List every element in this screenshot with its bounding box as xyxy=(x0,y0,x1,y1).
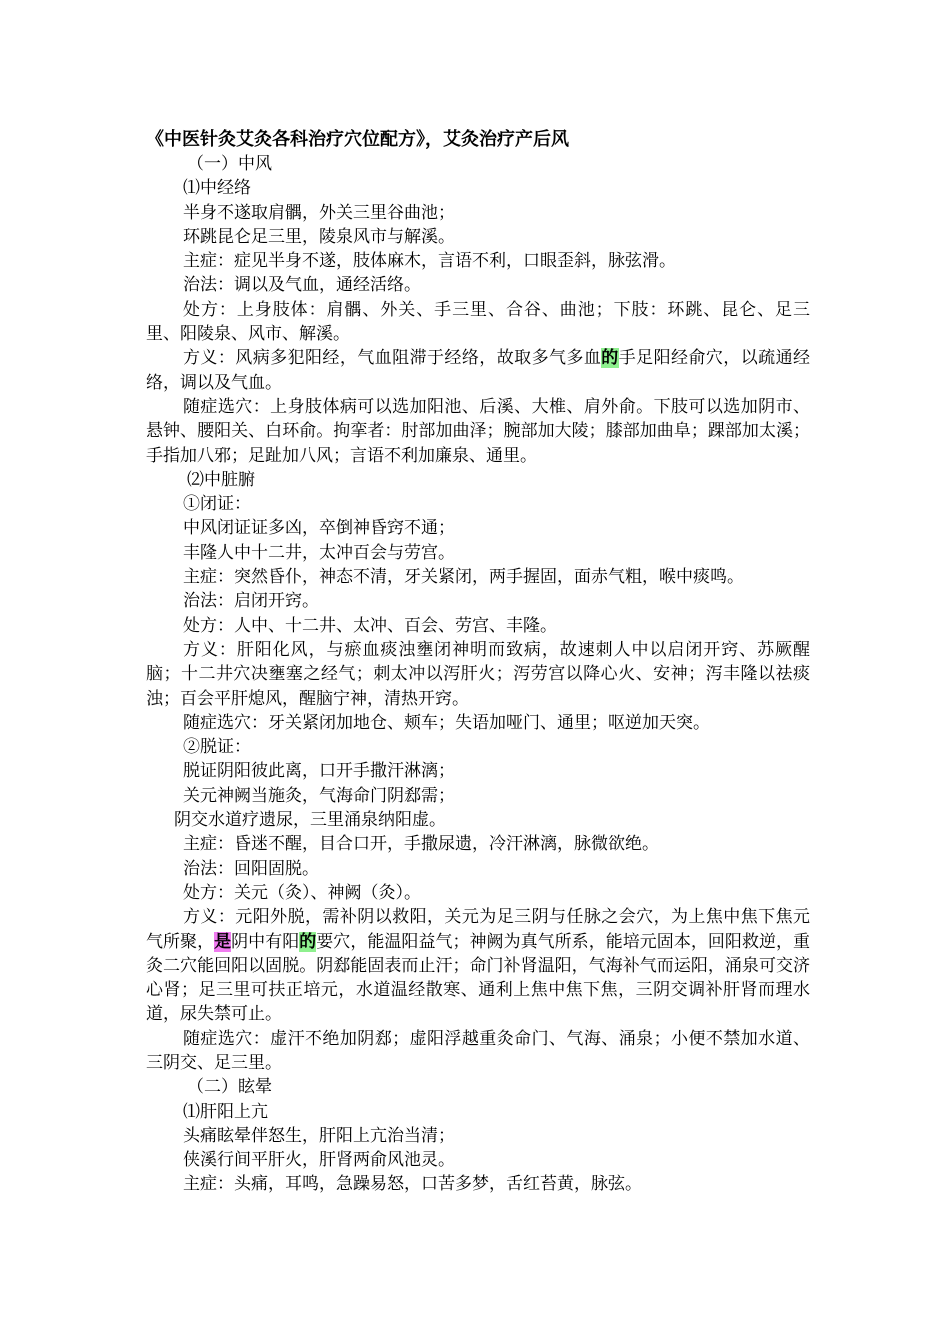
highlighted-text: 是 xyxy=(214,931,232,952)
paragraph: 治法：调以及气血，通经活络。 xyxy=(183,275,421,296)
paragraph: 主症：头痛，耳鸣，急躁易怒，口苦多梦，舌红苔黄，脉弦。 xyxy=(183,1174,642,1195)
paragraph: 侠溪行间平肝火，肝肾两俞风池灵。 xyxy=(183,1150,455,1171)
paragraph-text: 方义：风病多犯阳经，气血阻滞于经络，故取多气多血 xyxy=(183,348,602,369)
paragraph: 脱证阴阳彼此离，口开手撒汗淋漓； xyxy=(183,761,455,782)
paragraph: 丰隆人中十二井，太冲百会与劳宫。 xyxy=(183,542,455,563)
paragraph: 随症选穴：牙关紧闭加地仓、颊车；失语加哑门、通里；呕逆加天突。 xyxy=(183,712,710,733)
highlighted-text: 的 xyxy=(299,931,317,952)
paragraph xyxy=(146,905,810,1026)
paragraph: 处方：人中、十二井、太冲、百会、劳宫、丰隆。 xyxy=(183,615,557,636)
paragraph: 主症：症见半身不遂，肢体麻木，言语不利，口眼歪斜，脉弦滑。 xyxy=(183,251,676,272)
paragraph: ②脱证： xyxy=(183,737,251,758)
paragraph: 中风闭证证多凶，卒倒神昏窍不通； xyxy=(183,518,455,539)
paragraph: 随症选穴：虚汗不绝加阴郄；虚阳浮越重灸命门、气海、涌泉；小便不禁加水道、三阴交、足三里。 xyxy=(146,1028,810,1073)
paragraph: 处方：关元（灸）、神阙（灸）。 xyxy=(183,882,421,903)
paragraph: 方义：肝阳化风，与瘀血痰浊壅闭神明而致病，故速刺人中以启闭开窍、苏厥醒脑；十二井穴决壅塞之经气；刺太冲以泻肝火；泻劳宫以降心火、安神；泻丰隆以祛痰浊；百会平肝熄风，醒脑宁神，清热开窍。 xyxy=(146,639,810,709)
section-heading: （二）眩晕 xyxy=(187,1077,272,1098)
paragraph xyxy=(146,346,810,395)
paragraph: 随症选穴：上身肢体病可以选加阳池、后溪、大椎、肩外俞。下肢可以选加阴市、悬钟、腰阳关、白环俞。拘挛者：肘部加曲泽；腕部加大陵；膝部加曲阜；踝部加太溪；手指加八邪；足趾加八风；言语不利加廉泉、通里。 xyxy=(146,396,810,466)
paragraph: 半身不遂取肩髃，外关三里谷曲池； xyxy=(183,202,455,223)
paragraph-text: 要穴，能温阳益气；神阙为真气所系，能培元固本，回阳救逆，重灸二穴能回阳以固脱。阴郄能固表而止汗；命门补肾温阳，气海补气而运阳，涌泉可交济心肾；足三里可扶正培元，水道温经散寒、通利上焦中焦下焦，三阴交调补肝肾而理水道，尿失禁可止。 xyxy=(146,931,811,1025)
paragraph-text: 阴中有阳 xyxy=(231,931,300,952)
highlighted-text: 的 xyxy=(601,348,619,369)
document-body xyxy=(146,152,810,1197)
paragraph: 治法：启闭开窍。 xyxy=(183,591,319,612)
document-title: 《中医针灸艾灸各科治疗穴位配方》，艾灸治疗产后风 xyxy=(146,129,569,150)
paragraph: 阴交水道疗遗尿，三里涌泉纳阳虚。 xyxy=(174,810,446,831)
section-heading: （一）中风 xyxy=(187,154,272,174)
paragraph: 处方：上身肢体：肩髃、外关、手三里、合谷、曲池；下肢：环跳、昆仑、足三里、阳陵泉、风市、解溪。 xyxy=(146,299,810,345)
paragraph: ①闭证： xyxy=(183,494,251,515)
paragraph: 关元神阙当施灸，气海命门阴郄需； xyxy=(183,785,455,806)
paragraph: 环跳昆仑足三里，陵泉风市与解溪。 xyxy=(183,226,455,247)
paragraph: 治法：回阳固脱。 xyxy=(183,858,319,879)
paragraph: 主症：突然昏仆，神态不清，牙关紧闭，两手握固，面赤气粗，喉中痰鸣。 xyxy=(183,567,744,588)
paragraph-text: 手足阳经俞穴，以疏通经络，调以及气血。 xyxy=(146,348,811,393)
paragraph: ⑴肝阳上亢 xyxy=(183,1101,268,1122)
paragraph: 头痛眩晕伴怒生，肝阳上亢治当清； xyxy=(183,1125,455,1146)
paragraph: 主症：昏迷不醒，目合口开，手撒尿遗，冷汗淋漓，脉微欲绝。 xyxy=(183,834,659,855)
paragraph: ⑴中经络 xyxy=(183,178,251,199)
paragraph-text: 方义：元阳外脱，需补阴以救阳，关元为足三阴与任脉之会穴，为上焦中焦下焦元气所聚， xyxy=(146,907,810,952)
section-heading: ⑵中脏腑 xyxy=(187,469,255,490)
